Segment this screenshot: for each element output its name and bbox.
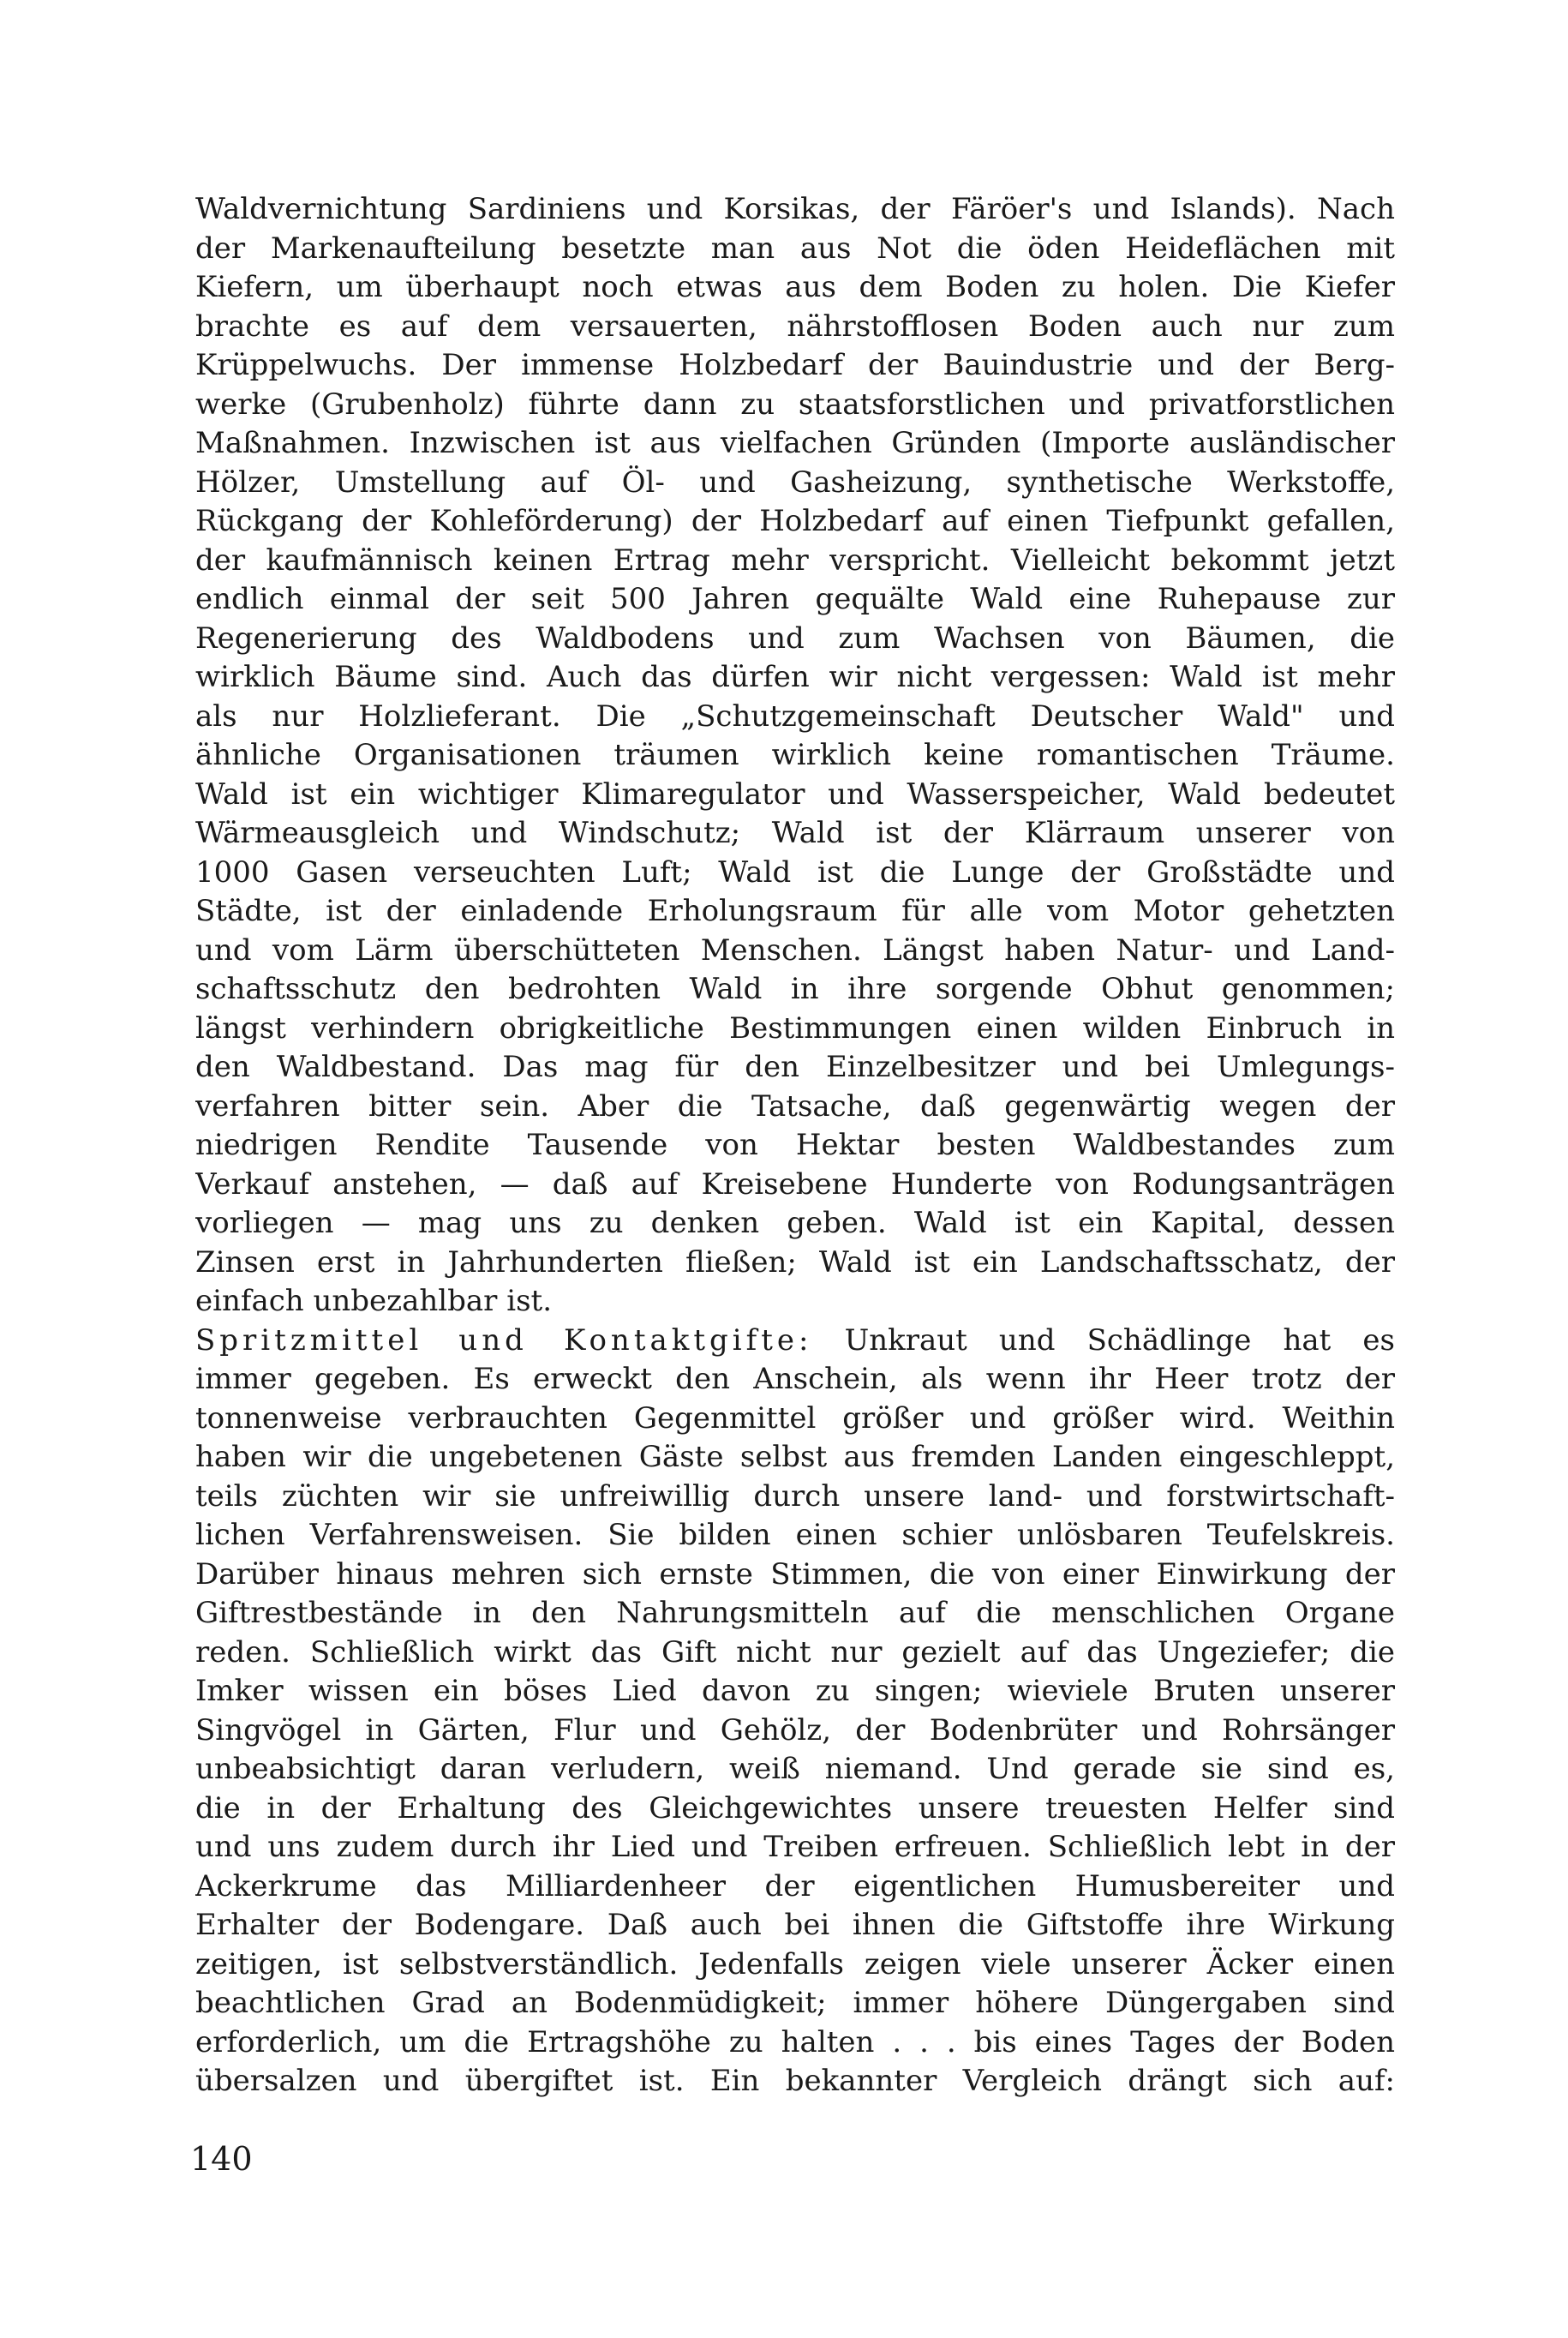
text-line: Maßnahmen. Inzwischen ist aus vielfachen Gründen (Importe ausländischer bbox=[195, 426, 1395, 460]
text-line: brachte es auf dem versauerten, nährstofflosen Boden auch nur zum bbox=[195, 309, 1395, 344]
text-line: einfach unbezahlbar ist. bbox=[195, 1284, 553, 1318]
text-line: zeitigen, ist selbstverständlich. Jedenfalls zeigen viele unserer Äcker einen bbox=[195, 1946, 1395, 1981]
text-line: Ackerkrume das Milliardenheer der eigentlichen Humusbereiter und bbox=[195, 1868, 1395, 1903]
text-line: und uns zudem durch ihr Lied und Treiben erfreuen. Schließlich lebt in der bbox=[195, 1830, 1395, 1864]
text-line: Wald ist ein wichtiger Klimaregulator und Wasserspeicher, Wald bedeutet bbox=[195, 776, 1395, 812]
text-line: Wärmeausgleich und Windschutz; Wald ist der Klärraum unserer von bbox=[195, 816, 1395, 850]
section-heading: Spritzmittel und Kontaktgifte: bbox=[195, 1322, 813, 1358]
text-line: 1000 Gasen verseuchten Luft; Wald ist die Lunge der Großstädte und bbox=[195, 854, 1395, 890]
text-line: Darüber hinaus mehren sich ernste Stimmen, die von einer Einwirkung der bbox=[195, 1556, 1395, 1592]
text-line: Giftrestbestände in den Nahrungsmitteln auf die menschlichen Organe bbox=[195, 1596, 1395, 1630]
text-line: verfahren bitter sein. Aber die Tatsache, daß gegenwärtig wegen der bbox=[195, 1088, 1395, 1124]
text-line: wirklich Bäume sind. Auch das dürfen wir nicht vergessen: Wald ist mehr bbox=[195, 660, 1395, 694]
text-line: erforderlich, um die Ertragshöhe zu halten . . . bis eines Tages der Boden bbox=[195, 2024, 1395, 2059]
body-text bbox=[195, 190, 1395, 2101]
text-line: Kiefern, um überhaupt noch etwas aus dem Boden zu holen. Die Kiefer bbox=[195, 270, 1395, 304]
text-line: vorliegen — mag uns zu denken geben. Wald ist ein Kapital, dessen bbox=[195, 1206, 1395, 1240]
text-line: Zinsen erst in Jahrhunderten fließen; Wald ist ein Landschaftsschatz, der bbox=[195, 1244, 1395, 1280]
text-line: reden. Schließlich wirkt das Gift nicht nur gezielt auf das Ungeziefer; die bbox=[195, 1634, 1395, 1670]
text-line: schaftsschutz den bedrohten Wald in ihre sorgende Obhut genommen; bbox=[195, 972, 1395, 1006]
text-line: Regenerierung des Waldbodens und zum Wachsen von Bäumen, die bbox=[195, 620, 1395, 656]
text-line: Städte, ist der einladende Erholungsraum für alle vom Motor gehetzten bbox=[195, 894, 1395, 928]
text-line: den Waldbestand. Das mag für den Einzelbesitzer und bei Umlegungs- bbox=[195, 1050, 1395, 1084]
text-line: ähnliche Organisationen träumen wirklich keine romantischen Träume. bbox=[195, 738, 1395, 772]
text-line: endlich einmal der seit 500 Jahren gequälte Wald eine Ruhepause zur bbox=[195, 582, 1395, 616]
text-line: Imker wissen ein böses Lied davon zu singen; wieviele Bruten unserer bbox=[195, 1674, 1395, 1708]
text-line: niedrigen Rendite Tausende von Hektar besten Waldbestandes zum bbox=[195, 1128, 1395, 1162]
text-line: Rückgang der Kohleförderung) der Holzbedarf auf einen Tiefpunkt gefallen, bbox=[195, 504, 1395, 538]
text-line: Krüppelwuchs. Der immense Holzbedarf der Bauindustrie und der Berg- bbox=[195, 348, 1395, 382]
page-number: 140 bbox=[190, 2140, 253, 2178]
section-first-line-rest: Unkraut und Schädlinge hat es bbox=[812, 1322, 1395, 1358]
text-line: Singvögel in Gärten, Flur und Gehölz, der Bodenbrüter und Rohrsänger bbox=[195, 1712, 1395, 1748]
text-line: die in der Erhaltung des Gleichgewichtes unsere treuesten Helfer sind bbox=[195, 1790, 1395, 1825]
text-line: und vom Lärm überschütteten Menschen. Längst haben Natur- und Land- bbox=[195, 932, 1395, 968]
text-line: übersalzen und übergiftet ist. Ein bekannter Vergleich drängt sich auf: bbox=[195, 2064, 1395, 2098]
text-line: lichen Verfahrensweisen. Sie bilden einen schier unlösbaren Teufelskreis. bbox=[195, 1518, 1395, 1552]
text-line: beachtlichen Grad an Bodenmüdigkeit; immer höhere Düngergaben sind bbox=[195, 1986, 1395, 2020]
text-line: der Markenaufteilung besetzte man aus Not die öden Heideflächen mit bbox=[195, 231, 1395, 266]
text-line: Verkauf anstehen, — daß auf Kreisebene Hunderte von Rodungsanträgen bbox=[195, 1166, 1395, 1202]
text-line: längst verhindern obrigkeitliche Bestimmungen einen wilden Einbruch in bbox=[195, 1010, 1395, 1046]
text-line: Erhalter der Bodengare. Daß auch bei ihnen die Giftstoffe ihre Wirkung bbox=[195, 1908, 1395, 1942]
section-first-line bbox=[195, 1322, 1395, 1361]
text-line: als nur Holzlieferant. Die „Schutzgemeinschaft Deutscher Wald" und bbox=[195, 698, 1395, 734]
text-line: immer gegeben. Es erweckt den Anschein, als wenn ihr Heer trotz der bbox=[195, 1362, 1395, 1396]
text-line: Hölzer, Umstellung auf Öl- und Gasheizung, synthetische Werkstoffe, bbox=[195, 465, 1395, 500]
text-line: der kaufmännisch keinen Ertrag mehr verspricht. Vielleicht bekommt jetzt bbox=[195, 543, 1395, 578]
text-line: Waldvernichtung Sardiniens und Korsikas, der Färöer's und Islands). Nach bbox=[195, 192, 1395, 226]
text-line: tonnenweise verbrauchten Gegenmittel größer und größer wird. Weithin bbox=[195, 1400, 1395, 1436]
text-line: teils züchten wir sie unfreiwillig durch unsere land- und forstwirtschaft- bbox=[195, 1478, 1395, 1514]
text-line: haben wir die ungebetenen Gäste selbst aus fremden Landen eingeschleppt, bbox=[195, 1440, 1395, 1474]
text-line: unbeabsichtigt daran verludern, weiß niemand. Und gerade sie sind es, bbox=[195, 1752, 1395, 1786]
text-line: werke (Grubenholz) führte dann zu staatsforstlichen und privatforstlichen bbox=[195, 387, 1395, 422]
